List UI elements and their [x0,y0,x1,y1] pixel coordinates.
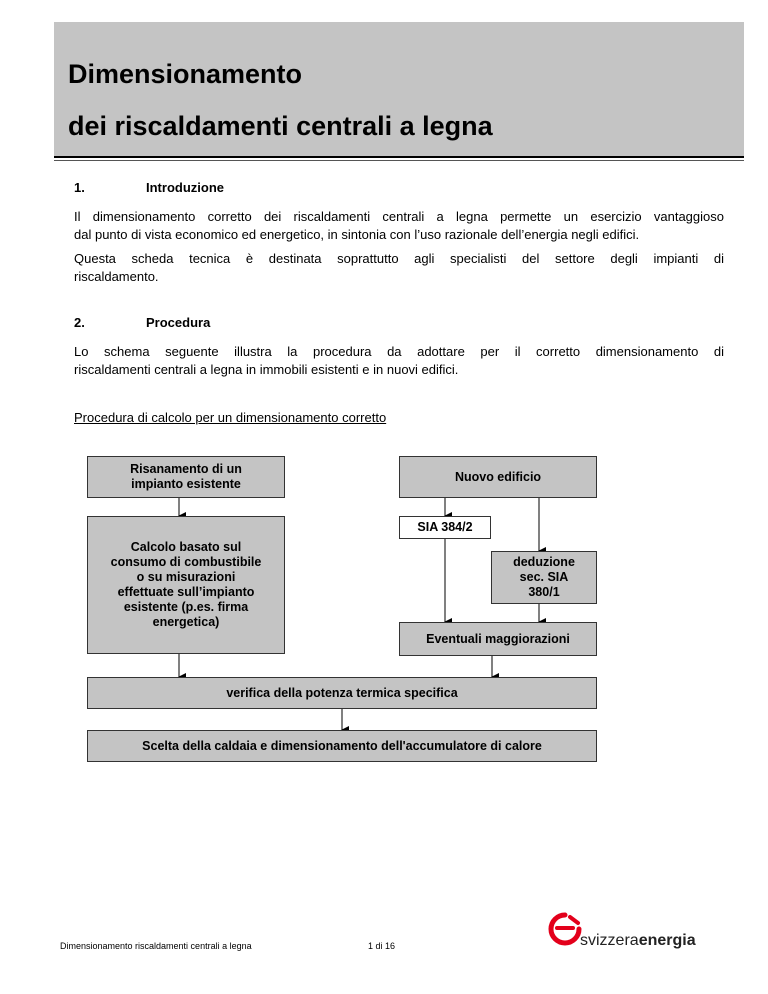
paragraph-line: dal punto di vista economico ed energetico, in sintonia con l’uso razionale dell’energia negli edifici. [74,227,640,242]
page-title-line-1: Dimensionamento [68,59,303,89]
box-line: o su misurazioni [136,570,236,584]
box-nuovo-edificio [399,456,597,498]
logo-word-1: svizzera [580,932,639,949]
svizzera-energia-logo-icon [548,912,582,946]
box-scelta [87,730,597,762]
box-line: Scelta della caldaia e dimensionamento dell'accumulatore di calore [142,738,542,753]
box-line: Risanamento di un [130,462,242,476]
box-line: Eventuali maggiorazioni [426,631,570,646]
box-line: Nuovo edificio [454,469,542,484]
box-sia-384-2 [399,516,491,539]
box-eventuali-maggiorazioni [399,622,597,656]
paragraph-line: Questa scheda tecnica è destinata soprattutto agli specialisti del settore degli impianti di [74,251,724,266]
box-line: consumo di combustibile [110,555,262,569]
paragraph-line: Il dimensionamento corretto dei riscaldamenti centrali a legna permette un esercizio vantaggioso [74,209,724,224]
box-line: deduzione [513,555,575,569]
diagram-caption: Procedura di calcolo per un dimensionamento corretto [74,410,387,425]
box-calcolo [87,516,285,654]
footer-doc-title: Dimensionamento riscaldamenti centrali a legna [60,941,252,951]
paragraph-line: Lo schema seguente illustra la procedura da adottare per il corretto dimensionamento di [74,344,724,359]
logo-word-2: energia [638,932,696,949]
paragraph-line: riscaldamenti centrali a legna in immobili esistenti e in nuovi edifici. [74,362,459,377]
paragraph-line: riscaldamento. [74,269,159,284]
box-line: sec. SIA [519,570,569,584]
box-deduzione [491,551,597,604]
box-verifica [87,677,597,709]
box-line: verifica della potenza termica specifica [226,685,458,700]
box-line: impianto esistente [131,477,241,491]
box-line: esistente (p.es. firma [123,600,249,614]
box-line: 380/1 [528,585,560,599]
footer-logo-wordmark [580,932,696,950]
box-line: Calcolo basato sul [130,540,242,554]
page-title-line-2: dei riscaldamenti centrali a legna [68,111,493,141]
section-2-title: Procedura [146,315,211,330]
box-risanamento [87,456,285,498]
section-1-number: 1. [74,180,85,195]
footer-page-number: 1 di 16 [368,941,396,951]
section-1-title: Introduzione [146,180,224,195]
section-2-number: 2. [74,315,85,330]
box-line: effettuate sull’impianto [117,585,255,599]
box-line: energetica) [152,615,220,629]
box-line: SIA 384/2 [417,520,473,534]
